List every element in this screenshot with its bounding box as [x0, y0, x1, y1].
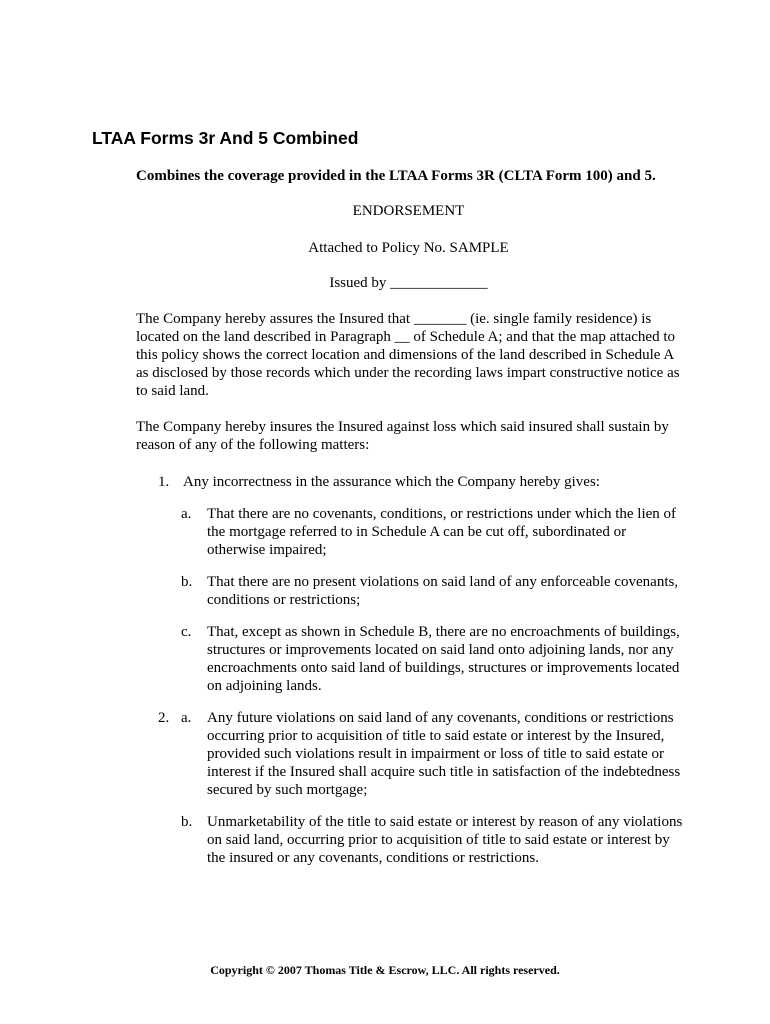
item-1a-text: That there are no covenants, conditions, or restrictions under which the lien of the mortgage referred to in Schedule A can be cut off, subordinated or otherwise impaired; [207, 506, 677, 558]
endorsement-heading: ENDORSEMENT [352, 203, 465, 219]
item-2a-text: Any future violations on said land of any covenants, conditions or restrictions occurring prior to acquisition of title to said estate or interest by the Insured, provided such violations result in impairment or loss of title to said estate or interest if the Insured shall acquire such title in satisfaction of the indebtedness secured by such mortgage; [207, 710, 681, 798]
item-2-number: 2. [158, 710, 170, 726]
item-1c-text: That, except as shown in Schedule B, there are no encroachments of buildings, structures or improvements located on said land onto adjoining lands, nor any encroachments onto said land of buildings, structures or improvements located on adjoining lands. [207, 624, 680, 694]
document-subtitle: Combines the coverage provided in the LTAA Forms 3R (CLTA Form 100) and 5. [136, 168, 656, 184]
item-1a-label: a. [181, 506, 192, 522]
item-1b-text: That there are no present violations on said land of any enforceable covenants, conditions or restrictions; [207, 574, 679, 608]
issued-by: Issued by _____________ [329, 275, 488, 291]
item-2a-label: a. [181, 710, 192, 726]
copyright-footer: Copyright © 2007 Thomas Title & Escrow, LLC. All rights reserved. [210, 963, 560, 977]
item-1-text: Any incorrectness in the assurance which the Company hereby gives: [183, 474, 600, 490]
document-title: LTAA Forms 3r And 5 Combined [92, 128, 359, 148]
insurance-paragraph: The Company hereby insures the Insured against loss which said insured shall sustain by reason of any of the following matters: [136, 419, 669, 453]
item-1b-label: b. [181, 574, 193, 590]
item-1c-label: c. [181, 624, 192, 640]
assurance-paragraph: The Company hereby assures the Insured that _______ (ie. single family residence) is located on the land described in Paragraph __ of Schedule A; and that the map attached to this policy shows the correct location and dimensions of the land described in Schedule A as disclosed by those records which under the recording laws impart constructive notice as to said land. [136, 311, 680, 399]
item-2b-label: b. [181, 814, 193, 830]
item-1-number: 1. [158, 474, 170, 490]
item-2b-text: Unmarketability of the title to said estate or interest by reason of any violations on said land, occurring prior to acquisition of title to said estate or interest by the insured or any covenants, conditions or restrictions. [207, 814, 683, 866]
attached-to-policy: Attached to Policy No. SAMPLE [308, 240, 509, 256]
